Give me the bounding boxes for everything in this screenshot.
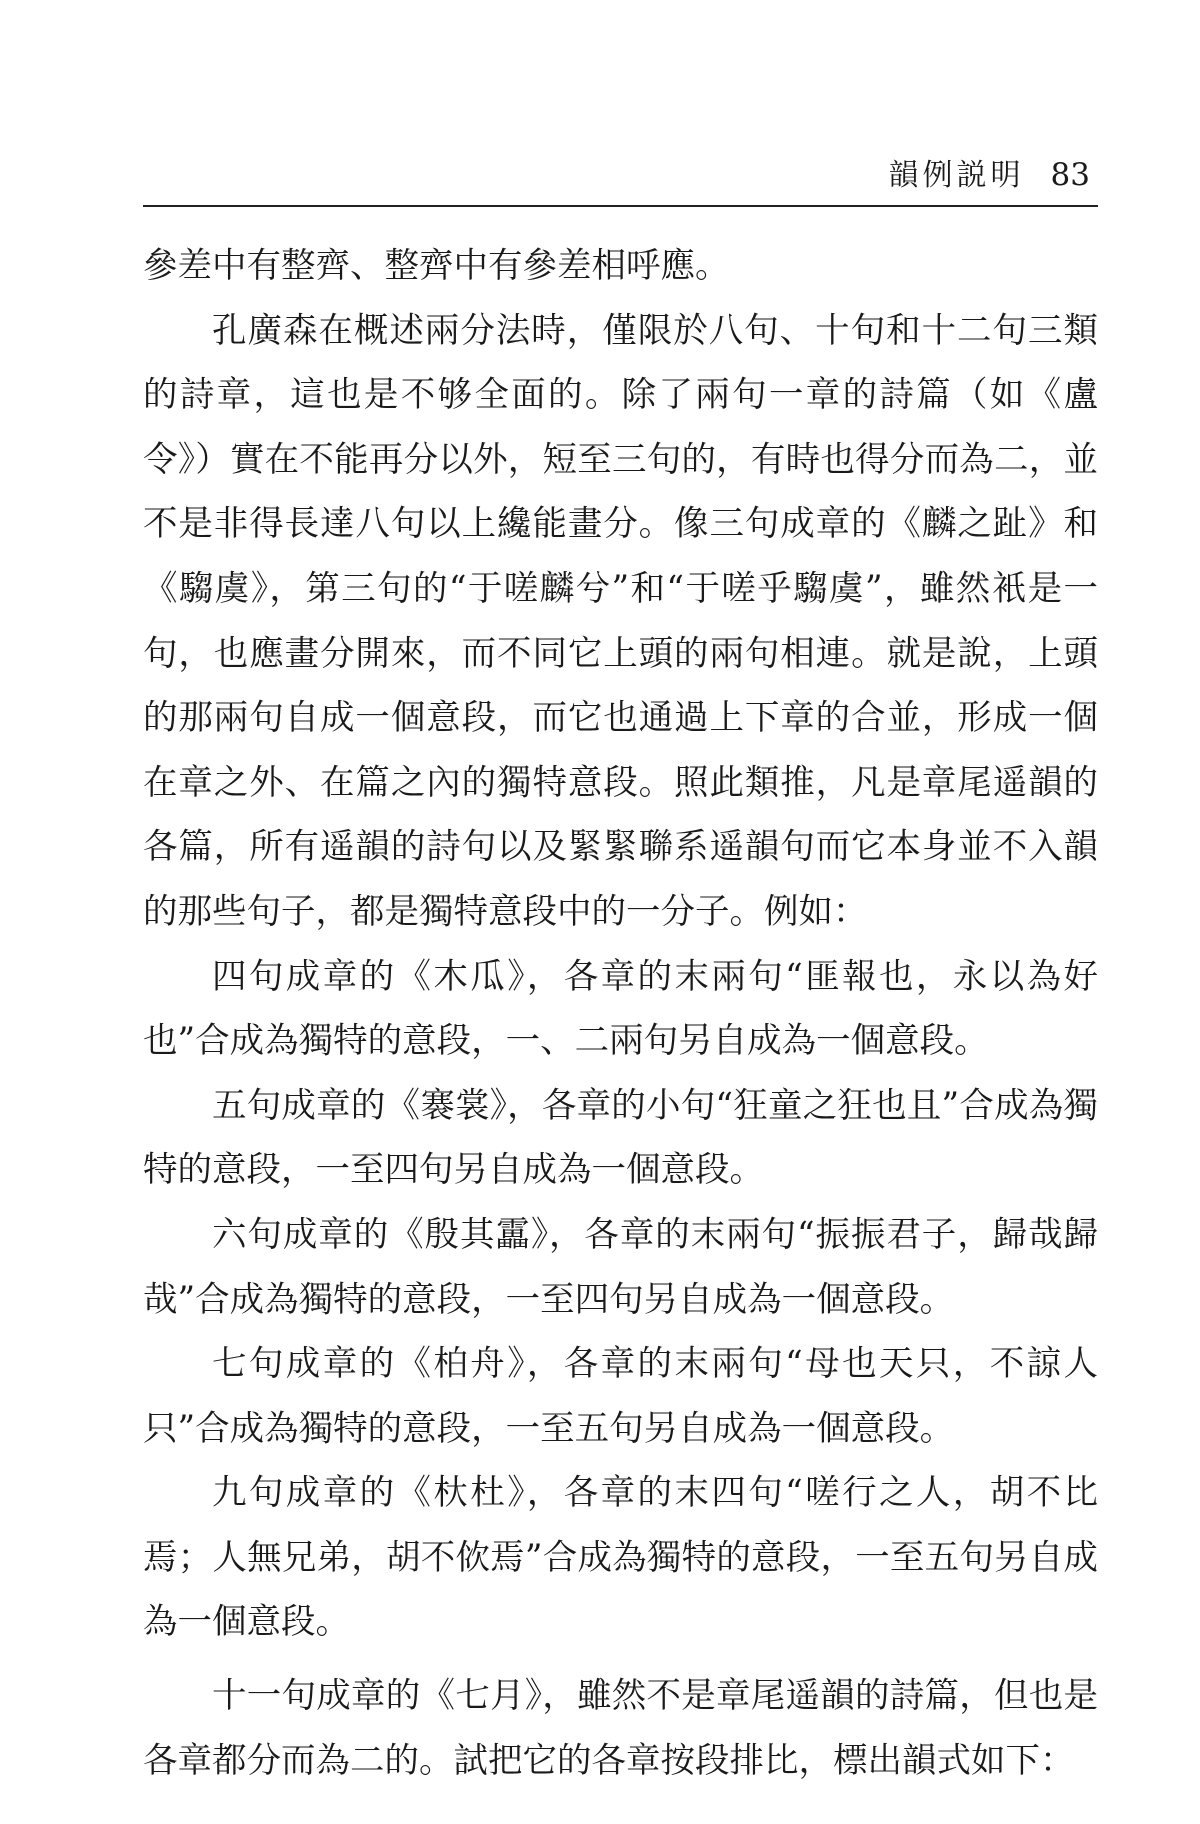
paragraph-example-qianshang: 五句成章的《褰裳》，各章的小句“狂童之狂也且”合成為獨特的意段，一至四句另自成為一個意段。 [143,1085,1098,1191]
paragraph-continuation: 參差中有整齊、整齊中有參差相呼應。 [143,246,730,286]
paragraph-example-baizhou: 七句成章的《柏舟》，各章的末兩句“母也天只，不諒人只”合成為獨特的意段，一至五句另自成為一個意段。 [143,1344,1098,1449]
running-head [889,150,1090,194]
paragraph-example-mugua: 四句成章的《木瓜》，各章的末兩句“匪報也，永以為好也”合成為獨特的意段，一、二兩句另自成為一個意段。 [143,956,1098,1062]
page-number: 83 [1050,157,1090,193]
paragraph-example-qiyue: 十一句成章的《七月》，雖然不是章尾遥韻的詩篇，但也是各章都分而為二的。試把它的各章按段排比，標出韻式如下： [143,1676,1098,1781]
paragraph: 孔廣森在概述兩分法時，僅限於八句、十句和十二句三類的詩章，這也是不够全面的。除了兩句一章的詩篇（如《盧令》）實在不能再分以外，短至三句的，有時也得分而為二，並不是非得長達八句以上纔能畫分。像三句成章的《麟之趾》和《騶虞》，第三句的“于嗟麟兮”和“于嗟乎騶虞”，雖然衹是一句，也應畫分開來，而不同它上頭的兩句相連。就是說，上頭的那兩句自成一個意段，而它也通過上下章的合並，形成一個在章之外、在篇之內的獨特意段。照此類推，凡是章尾遥韻的各篇，所有遥韻的詩句以及緊緊聯系遥韻句而它本身並不入韻的那些句子，都是獨特意段中的一分子。例如： [143,310,1098,932]
running-head-title: 韻例説明 [888,158,1025,193]
header-rule [143,205,1098,207]
paragraph-example-yinqilei: 六句成章的《殷其靁》，各章的末兩句“振振君子，歸哉歸哉”合成為獨特的意段，一至四句另自成為一個意段。 [143,1214,1098,1320]
body-text [143,234,1098,1793]
paragraph-example-didu: 九句成章的《杕杜》，各章的末四句“嗟行之人，胡不比焉；人無兄弟，胡不佽焉”合成為獨特的意段，一至五句另自成為一個意段。 [143,1473,1098,1643]
